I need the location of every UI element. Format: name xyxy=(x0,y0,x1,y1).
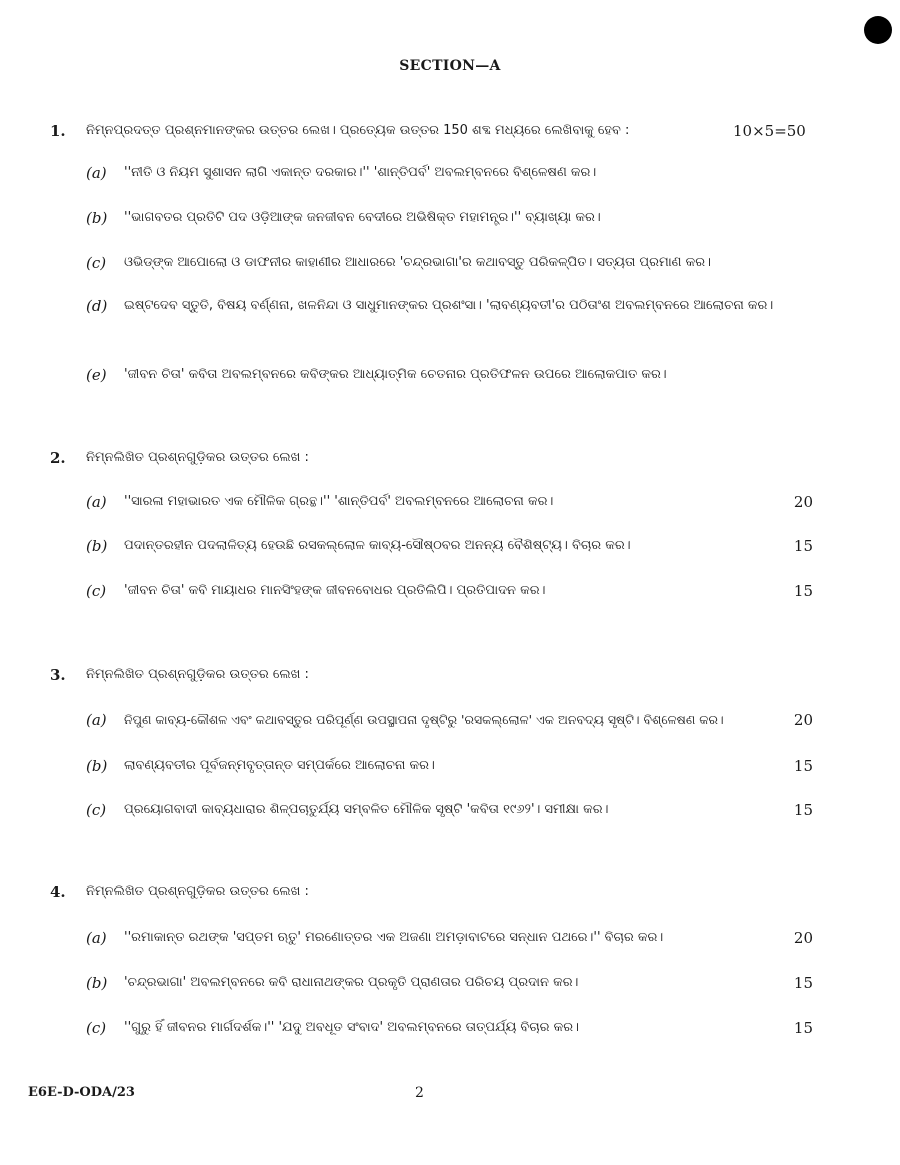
subquestion-label: (b) xyxy=(86,974,108,992)
page-number: 2 xyxy=(415,1085,424,1101)
subquestion-label: (b) xyxy=(86,757,108,775)
subquestion-marks: 20 xyxy=(793,711,813,729)
subquestion-text: ''ଗୁରୁ ହିଁ ଜୀବନର ମାର୍ଗଦର୍ଶକ।'' 'ଯଦୁ ଅବଧୂତ ସଂବାଦ' ଅବଲମ୍ବନରେ ତାତ୍ପର୍ଯ୍ୟ ବିଚାର କର। xyxy=(124,1020,579,1035)
subquestion-label: (c) xyxy=(86,254,107,272)
question-instruction: ନିମ୍ନଲିଖିତ ପ୍ରଶ୍ନଗୁଡ଼ିକର ଉତ୍ତର ଲେଖ : xyxy=(86,667,309,682)
subquestion-marks: 15 xyxy=(793,757,813,775)
subquestion-label: (b) xyxy=(86,537,108,555)
subquestion-label: (c) xyxy=(86,582,107,600)
subquestion-marks: 15 xyxy=(793,974,813,992)
subquestion-text: ''ନୀତି ଓ ନିୟମ ସୁଶାସନ ଲାଗି ଏକାନ୍ତ ଦରକାର।'' 'ଶାନ୍ତିପର୍ବ' ଅବଲମ୍ବନରେ ବିଶ୍ଳେଷଣ କର। xyxy=(124,165,597,180)
subquestion-label: (e) xyxy=(86,366,107,384)
subquestion-text: ଇଷ୍ଟଦେବ ସ୍ତୁତି, ବିଷୟ ବର୍ଣ୍ଣନା, ଖଳନିନ୍ଦା ଓ ସାଧୁମାନଙ୍କର ପ୍ରଶଂସା। 'ଲାବଣ୍ୟବତୀ'ର ପଠିତାଂଶ ଅବଲମ୍ବନରେ ଆଲୋଚନା କର। xyxy=(124,298,774,313)
subquestion-text: 'ଜୀବନ ଚିତା' କବି ମାୟାଧର ମାନସିଂହଙ୍କ ଜୀବନବୋଧର ପ୍ରତିଲିପି। ପ୍ରତିପାଦନ କର। xyxy=(124,583,546,598)
subquestion-marks: 20 xyxy=(793,929,813,947)
black-dot-mark xyxy=(864,16,892,44)
question-number: 3. xyxy=(50,666,66,684)
subquestion-label: (c) xyxy=(86,1019,107,1037)
subquestion-label: (a) xyxy=(86,164,107,182)
subquestion-text: ''ଭାଗବତର ପ୍ରତିଟି ପଦ ଓଡ଼ିଆଙ୍କ ଜନଜୀବନ ବେଦୀରେ ଅଭିଷିକ୍ତ ମହାମନ୍ତ୍ର।'' ବ୍ୟାଖ୍ୟା କର। xyxy=(124,210,601,225)
question-instruction: ନିମ୍ନପ୍ରଦତ୍ତ ପ୍ରଶ୍ନମାନଙ୍କର ଉତ୍ତର ଲେଖ। ପ୍ରତ୍ୟେକ ଉତ୍ତର 150 ଶବ୍ଦ ମଧ୍ୟରେ ଲେଖିବାକୁ ହେବ : xyxy=(86,123,630,138)
subquestion-text: 'ଚନ୍ଦ୍ରଭାଗା' ଅବଲମ୍ବନରେ କବି ରାଧାନାଥଙ୍କର ପ୍ରକୃତି ପ୍ରାଣତାର ପରିଚୟ ପ୍ରଦାନ କର। xyxy=(124,975,579,990)
subquestion-text: 'ଜୀବନ ଚିତା' କବିତା ଅବଲମ୍ବନରେ କବିଙ୍କର ଆଧ୍ୟାତ୍ମିକ ଚେତନାର ପ୍ରତିଫଳନ ଉପରେ ଆଲୋକପାତ କର। xyxy=(124,367,667,382)
subquestion-marks: 15 xyxy=(793,537,813,555)
subquestion-marks: 15 xyxy=(793,1019,813,1037)
subquestion-marks: 15 xyxy=(793,582,813,600)
subquestion-text: ଲାବଣ୍ୟବତୀର ପୂର୍ବଜନ୍ମବୃତ୍ତାନ୍ତ ସମ୍ପର୍କରେ ଆଲୋଚନା କର। xyxy=(124,758,435,773)
question-number: 1. xyxy=(50,122,66,140)
section-title: SECTION—A xyxy=(399,58,501,74)
question-marks: 10×5=50 xyxy=(733,122,806,140)
subquestion-text: ଓଭିଡ୍‌ଙ୍କ ଆପୋଲୋ ଓ ଡାଫନୀର କାହାଣୀର ଆଧାରରେ 'ଚନ୍ଦ୍ରଭାଗା'ର କଥାବସ୍ତୁ ପରିକଳ୍ପିତ। ସତ୍ୟତା ପ୍ରମାଣ କର। xyxy=(124,255,711,270)
subquestion-label: (a) xyxy=(86,711,107,729)
question-instruction: ନିମ୍ନଲିଖିତ ପ୍ରଶ୍ନଗୁଡ଼ିକର ଉତ୍ତର ଲେଖ : xyxy=(86,884,309,899)
subquestion-text: ପଦାନ୍ତରହୀନ ପଦଲାଳିତ୍ୟ ହେଉଛି ରସକଲ୍ଲୋଳ କାବ୍ୟ-ସୌଷ୍ଠବର ଅନନ୍ୟ ବୈଶିଷ୍ଟ୍ୟ। ବିଚାର କର। xyxy=(124,538,631,553)
subquestion-label: (d) xyxy=(86,297,108,315)
subquestion-marks: 20 xyxy=(793,493,813,511)
subquestion-label: (c) xyxy=(86,801,107,819)
subquestion-label: (a) xyxy=(86,929,107,947)
subquestion-text: ''ରମାକାନ୍ତ ରଥଙ୍କ 'ସପ୍ତମ ଋତୁ' ମରଣୋତ୍ତର ଏକ ଅଜଣା ଅମଡ଼ାବାଟରେ ସନ୍ଧାନ ପଥରେ।'' ବିଚାର କର। xyxy=(124,930,664,945)
subquestion-label: (b) xyxy=(86,209,108,227)
subquestion-label: (a) xyxy=(86,493,107,511)
subquestion-text: ''ସାରଳା ମହାଭାରତ ଏକ ମୌଳିକ ଗ୍ରନ୍ଥ।'' 'ଶାନ୍ତିପର୍ବ' ଅବଲମ୍ବନରେ ଆଲୋଚନା କର। xyxy=(124,494,554,509)
subquestion-marks: 15 xyxy=(793,801,813,819)
paper-code: E6E-D-ODA/23 xyxy=(28,1085,135,1100)
subquestion-text: ନିପୁଣ କାବ୍ୟ-କୌଶଳ ଏବଂ କଥାବସ୍ତୁର ପରିପୂର୍ଣ୍ଣ ଉପସ୍ଥାପନା ଦୃଷ୍ଟିରୁ 'ରସକଲ୍ଲୋଳ' ଏକ ଅନବଦ୍ୟ ସୃଷ୍ଟି। ବିଶ୍ଳେଷଣ କର। xyxy=(124,712,724,727)
question-instruction: ନିମ୍ନଲିଖିତ ପ୍ରଶ୍ନଗୁଡ଼ିକର ଉତ୍ତର ଲେଖ : xyxy=(86,450,309,465)
question-number: 2. xyxy=(50,449,66,467)
question-number: 4. xyxy=(50,883,66,901)
subquestion-text: ପ୍ରୟୋଗବାଦୀ କାବ୍ୟଧାରାର ଶିଳ୍ପଚାତୁର୍ଯ୍ୟ ସମ୍ବଳିତ ମୌଳିକ ସୃଷ୍ଟି 'କବିତା ୧୯୬୨'। ସମୀକ୍ଷା କର। xyxy=(124,802,609,817)
